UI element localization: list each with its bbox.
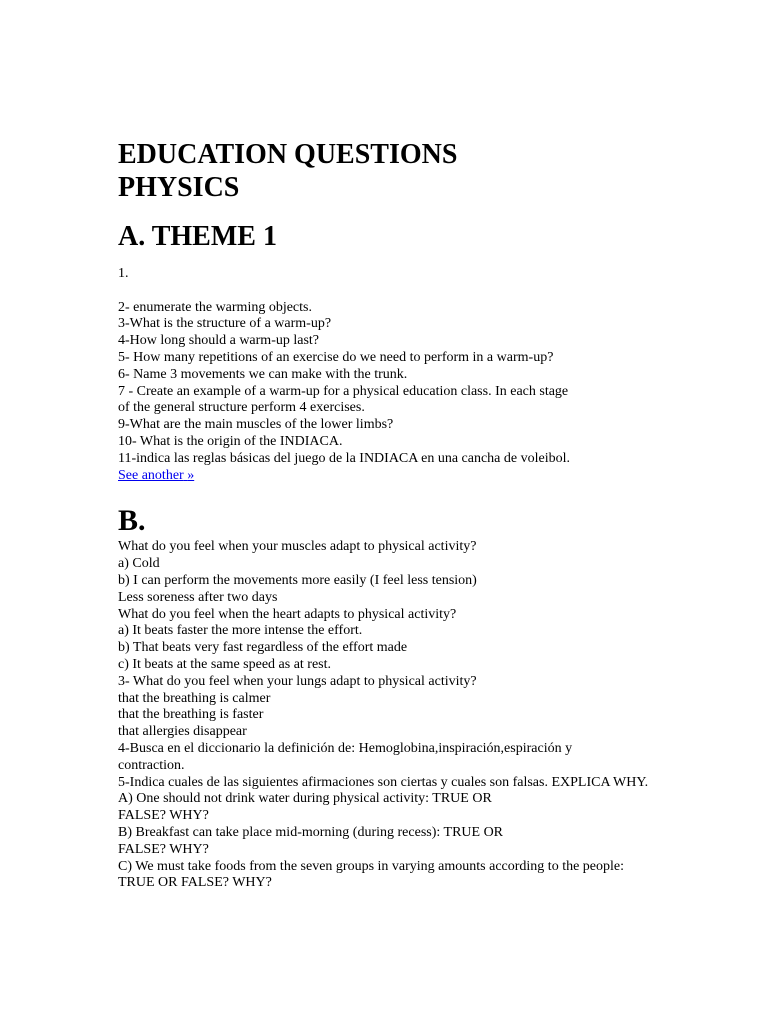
answer-option: that the breathing is calmer (118, 690, 271, 706)
document-title-line-1: EDUCATION QUESTIONS (118, 139, 458, 170)
blank-line (118, 283, 678, 300)
answer-option: b) I can perform the movements more easily (I feel less tension) (118, 572, 477, 588)
question-item: What do you feel when the heart adapts to physical activity? (118, 606, 457, 622)
question-item: 11-indica las reglas básicas del juego de la INDIACA en una cancha de voleibol. (118, 450, 570, 466)
answer-option: that allergies disappear (118, 724, 247, 740)
question-item: 10- What is the origin of the INDIACA. (118, 433, 343, 449)
see-another-row (118, 468, 678, 485)
question-item: 1. (118, 266, 129, 281)
document-title (118, 138, 678, 204)
answer-option: a) It beats faster the more intense the effort. (118, 623, 363, 639)
see-another-link[interactable] (118, 468, 194, 483)
document-page (118, 138, 678, 892)
question-item: 9-What are the main muscles of the lower limbs? (118, 417, 394, 433)
section-b-questions (118, 539, 678, 892)
document-title-line-2: PHYSICS (118, 172, 240, 203)
statement-item: B) Breakfast can take place mid-morning (during recess): TRUE OR FALSE? WHY? (118, 824, 504, 857)
section-a-heading: A. THEME 1 (118, 221, 277, 252)
question-item: 5-Indica cuales de las siguientes afirmaciones son ciertas y cuales son falsas. EXPLICA WHY. (118, 774, 649, 790)
statement-item: C) We must take foods from the seven groups in varying amounts according to the people: TRUE OR FALSE? WHY? (118, 858, 625, 891)
question-item: What do you feel when your muscles adapt to physical activity? (118, 539, 477, 555)
answer-option: a) Cold (118, 556, 160, 572)
statement-item: A) One should not drink water during physical activity: TRUE OR FALSE? WHY? (118, 791, 492, 824)
question-item: 7 - Create an example of a warm-up for a physical education class. In each stage of the general structure perform 4 exercises. (118, 383, 569, 416)
section-a-questions (118, 266, 678, 484)
question-item: 6- Name 3 movements we can make with the trunk. (118, 366, 408, 382)
question-item: 4-Busca en el diccionario la definición de: Hemoglobina,inspiración,espiración y contraction. (118, 740, 573, 773)
question-item: 4-How long should a warm-up last? (118, 333, 320, 349)
answer-option: that the breathing is faster (118, 707, 264, 723)
question-item: 3- What do you feel when your lungs adapt to physical activity? (118, 673, 477, 689)
section-b-heading: B. (118, 504, 146, 538)
answer-option: Less soreness after two days (118, 589, 278, 605)
question-item: 5- How many repetitions of an exercise do we need to perform in a warm-up? (118, 349, 554, 365)
answer-option: b) That beats very fast regardless of the effort made (118, 640, 408, 656)
see-another-label: See another (118, 467, 184, 483)
question-item: 3-What is the structure of a warm-up? (118, 316, 332, 332)
double-chevron-right-icon: » (187, 467, 195, 483)
question-item: 2- enumerate the warming objects. (118, 299, 312, 315)
answer-option: c) It beats at the same speed as at rest. (118, 656, 332, 672)
